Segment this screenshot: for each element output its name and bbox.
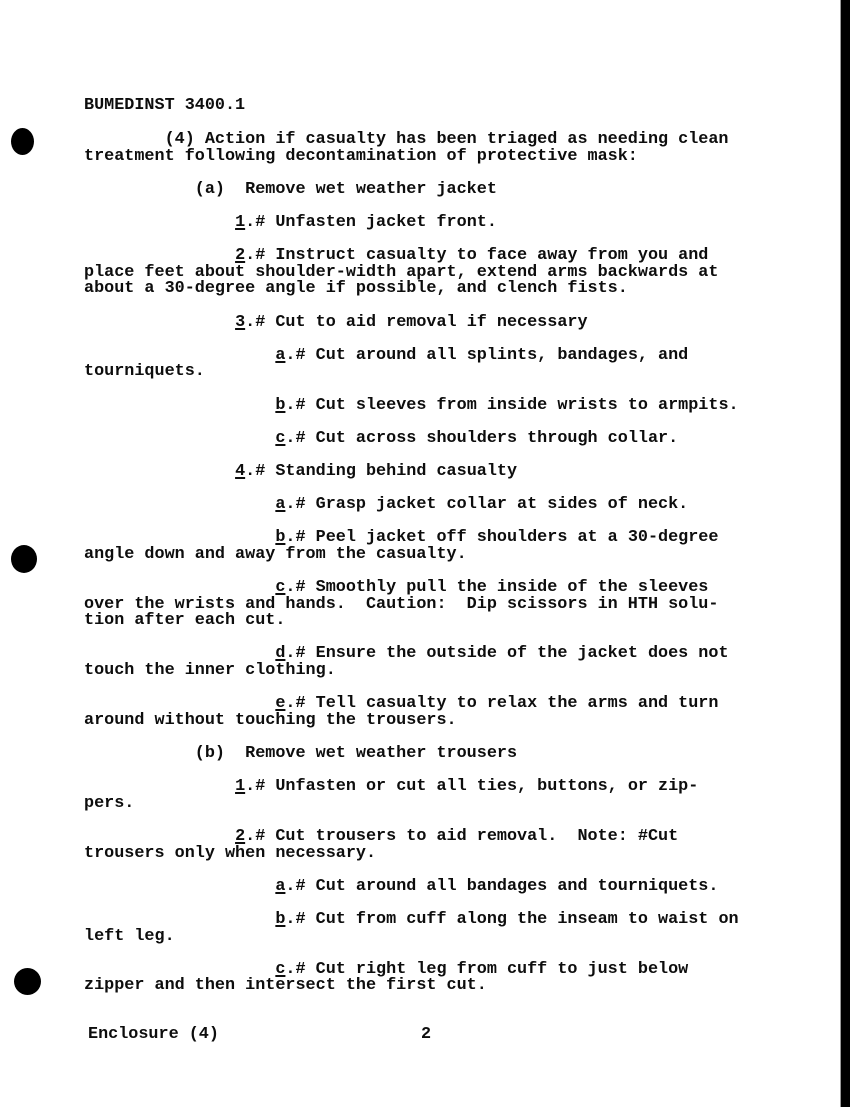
doc-line-51: c.# Cut right leg from cuff to just below (275, 959, 689, 979)
doc-line-2: treatment following decontamination of protective mask: (84, 146, 638, 166)
doc-line-41: pers. (84, 793, 135, 813)
doc-line-15: tourniquets. (84, 362, 205, 382)
document-header: BUMEDINST 3400.1 (84, 96, 246, 115)
right-edge-scan-bar (840, 0, 850, 1107)
doc-line-48: b.# Cut from cuff along the inseam to waist on (275, 909, 739, 929)
hole-punch-mark-top (11, 128, 34, 155)
doc-line-25: b.# Peel jacket off shoulders at a 30-degree (275, 528, 719, 548)
enclosure-label: Enclosure (4) (88, 1025, 219, 1044)
doc-line-38: (b) Remove wet weather trousers (84, 743, 518, 763)
doc-line-35: e.# Tell casualty to relax the arms and turn (275, 694, 719, 714)
doc-line-46: a.# Cut around all bandages and tourniquets. (275, 876, 719, 896)
doc-line-4: (a) Remove wet weather jacket (84, 179, 497, 199)
doc-line-16 (84, 381, 739, 398)
doc-line-23: a.# Grasp jacket collar at sides of neck. (275, 495, 689, 515)
doc-line-6: 1.# Unfasten jacket front. (235, 212, 497, 232)
hole-punch-mark-middle (11, 545, 37, 573)
doc-line-17: b.# Cut sleeves from inside wrists to armpits. (275, 395, 739, 415)
doc-line-44: trousers only when necessary. (84, 843, 377, 863)
doc-line-32: d.# Ensure the outside of the jacket does not (275, 644, 729, 664)
doc-line-28: c.# Smoothly pull the inside of the sleeves (275, 578, 709, 598)
doc-line-19: c.# Cut across shoulders through collar. (275, 428, 679, 448)
doc-line-30: tion after each cut. (84, 611, 286, 631)
doc-line-49: left leg. (84, 926, 175, 946)
doc-line-1: (4) Action if casualty has been triaged as needing clean (84, 130, 729, 149)
doc-line-36: around without touching the trousers. (84, 710, 457, 730)
doc-line-14: a.# Cut around all splints, bandages, and (275, 345, 689, 365)
doc-line-52: zipper and then intersect the first cut. (84, 976, 487, 996)
doc-line-29: over the wrists and hands. Caution: Dip scissors in HTH solu- (84, 594, 719, 614)
page-number: 2 (421, 1025, 432, 1044)
doc-line-21: 4.# Standing behind casualty (235, 461, 518, 481)
doc-line-8: 2.# Instruct casualty to face away from you and (235, 246, 709, 266)
document-body (84, 132, 739, 995)
hole-punch-mark-bottom (14, 968, 41, 995)
doc-line-26: angle down and away from the casualty. (84, 544, 467, 564)
doc-line-43: 2.# Cut trousers to aid removal. Note: #Cut (235, 826, 679, 846)
doc-line-40: 1.# Unfasten or cut all ties, buttons, or zip- (235, 777, 699, 797)
doc-line-9: place feet about shoulder-width apart, extend arms backwards at (84, 262, 719, 282)
doc-line-10: about a 30-degree angle if possible, and clench fists. (84, 279, 628, 299)
doc-line-12: 3.# Cut to aid removal if necessary (235, 312, 588, 332)
doc-line-33: touch the inner clothing. (84, 661, 336, 680)
